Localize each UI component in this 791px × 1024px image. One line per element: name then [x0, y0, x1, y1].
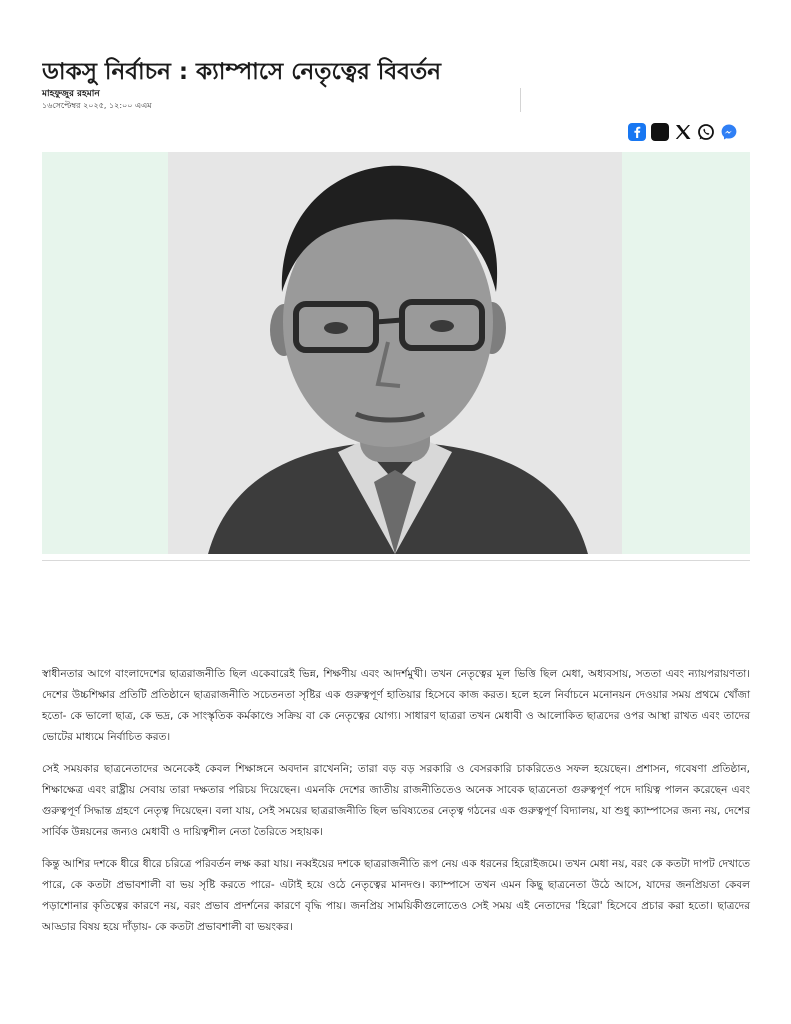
hero-image-area — [42, 152, 750, 554]
instagram-icon[interactable] — [651, 123, 669, 141]
body-paragraph: স্বাধীনতার আগে বাংলাদেশের ছাত্ররাজনীতি ছিল একেবারেই ভিন্ন, শিক্ষণীয় এবং আদর্শমুখী। তখন নেতৃত্বের মূল ভিত্তি ছিল মেধা, অধ্যবসায়, সততা এবং ন্যায়পরায়ণতা। দেশের উচ্চশিক্ষার প্রতিটি প্রতিষ্ঠানে ছাত্ররাজনীতি সচেতনতা সৃষ্টির এক গুরুত্বপূর্ণ হাতিয়ার হিসেবে কাজ করত। হলে হলে নির্বাচনে মনোনয়ন দেওয়ার সময় প্রথমে খোঁজা হতো- কে ভালো ছাত্র, কে ভদ্র, কে সাংস্কৃতিক কর্মকাণ্ডে সক্রিয় বা কে নেতৃত্বের যোগ্য। সাধারণ ছাত্ররা তখন মেধাবী ও আলোকিত ছাত্রদের ওপর আস্থা রাখত এবং তাদের ভোটের মাধ্যমে নির্বাচিত করত। — [42, 668, 750, 743]
x-icon[interactable] — [674, 123, 692, 141]
messenger-icon[interactable] — [720, 123, 738, 141]
facebook-icon[interactable] — [628, 123, 646, 141]
author-name[interactable]: মাহফুজুর রহমান — [42, 89, 100, 99]
share-bar — [628, 122, 738, 142]
meta-divider — [520, 88, 521, 112]
author-portrait-photo — [168, 152, 622, 554]
whatsapp-icon[interactable] — [697, 123, 715, 141]
body-paragraph: কিন্তু আশির দশকে ধীরে ধীরে চরিত্রে পরিবর্তন লক্ষ করা যায়। নব্বইয়ের দশকে ছাত্ররাজনীতি রূপ নেয় এক ধরনের হিরোইজমে। তখন মেধা নয়, বরং কে কতটা দাপট দেখাতে পারে, কে কতটা প্রভাবশালী বা ভয় সৃষ্টি করতে পারে- এটাই হয়ে ওঠে নেতৃত্বের মানদণ্ড। ক্যাম্পাসে তখন এমন কিছু ছাত্রনেতা উঠে আসে, যাদের জনপ্রিয়তা কেবল পড়াশোনার কৃতিত্বের কারণে নয়, বরং প্রভাব প্রদর্শনের কারণে বৃদ্ধি পায়। জনপ্রিয় সাময়িকীগুলোতেও সেই সময় এই নেতাদের 'হিরো' হিসেবে প্রচার করা হতো। ছাত্রদের আড্ডার বিষয় হয়ে দাঁড়ায়- কে কতটা প্রভাবশালী বা ভয়ংকর। — [42, 858, 750, 933]
article-headline: ডাকসু নির্বাচন : ক্যাম্পাসে নেতৃত্বের বিবর্তন — [42, 59, 441, 86]
body-paragraph: সেই সময়কার ছাত্রনেতাদের অনেকেই কেবল শিক্ষাঙ্গনে অবদান রাখেননি; তারা বড় বড় সরকারি ও বেসরকারি চাকরিতেও সফল হয়েছেন। প্রশাসন, গবেষণা প্রতিষ্ঠান, শিক্ষাক্ষেত্র এবং রাষ্ট্রীয় সেবায় তারা দক্ষতার পরিচয় দিয়েছেন। এমনকি দেশের জাতীয় রাজনীতিতেও অনেক সাবেক ছাত্রনেতা গুরুত্বপূর্ণ পদে দায়িত্ব পালন করেছেন এবং গুরুত্বপূর্ণ সিদ্ধান্ত গ্রহণে নেতৃত্ব দিয়েছেন। বলা যায়, সেই সময়ের ছাত্ররাজনীতি ছিল ভবিষ্যতের নেতৃত্ব গঠনের এক গুরুত্বপূর্ণ বিদ্যালয়, যা শুধু ক্যাম্পাসের জন্য নয়, দেশের সার্বিক উন্নয়নের জন্যও মেধাবী ও দায়িত্বশীল নেতা তৈরিতে সহায়ক। — [42, 763, 750, 838]
publish-dateline: ১৬সেপ্টেম্বর ২০২৫, ১২:০০ এএম — [42, 101, 152, 110]
article-body — [42, 664, 750, 949]
section-divider — [42, 560, 750, 561]
